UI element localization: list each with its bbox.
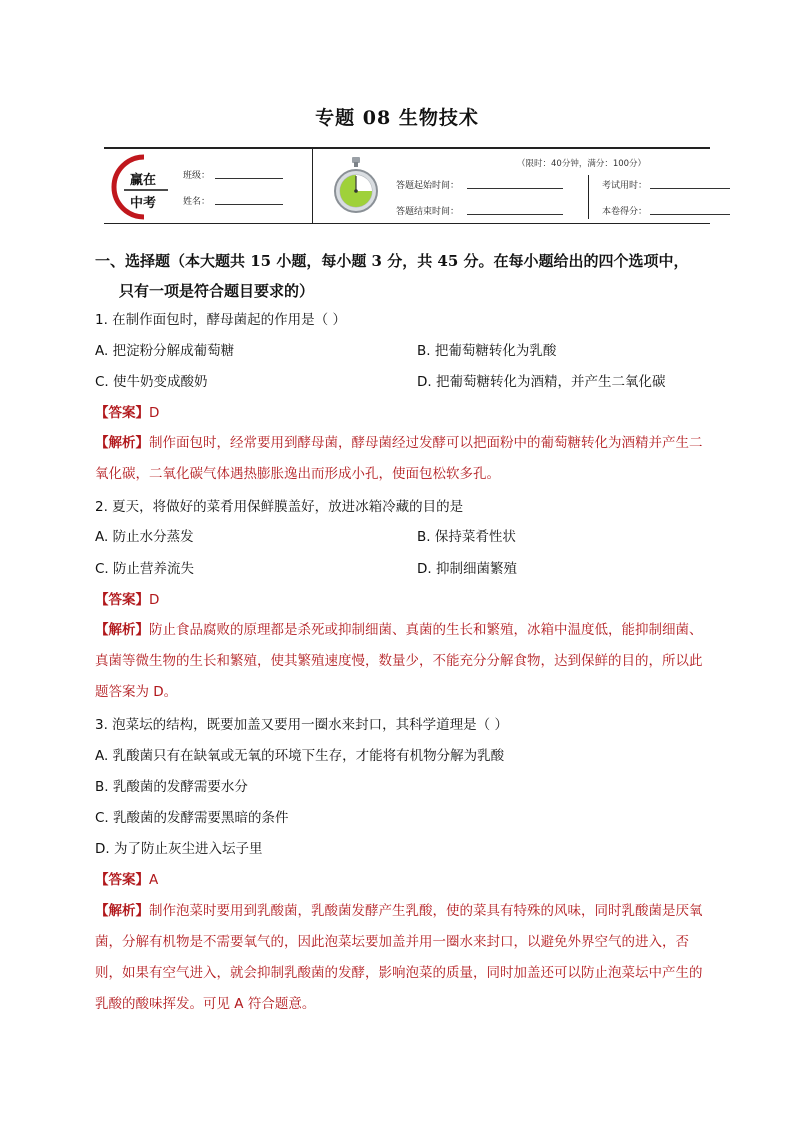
logo-text-top: 赢在 <box>130 173 157 188</box>
score-label: 本卷得分： <box>602 207 648 217</box>
page-title: 专题 08 生物技术 <box>315 107 479 129</box>
header-top-rule <box>104 147 710 149</box>
q3-option-d: D. 为了防止灰尘进入坛子里 <box>95 841 263 857</box>
q2-option-c: C. 防止营养流失 <box>95 561 195 577</box>
answer-value: D <box>149 592 160 608</box>
answer-value: D <box>149 405 160 421</box>
header-bottom-rule <box>104 223 710 224</box>
stopwatch-icon <box>333 157 379 215</box>
time-used-label: 考试用时： <box>602 181 648 191</box>
answer-value: A <box>149 872 159 888</box>
class-label: 班级： <box>183 171 211 181</box>
exam-header-banner <box>104 147 710 225</box>
q3-option-a: A. 乳酸菌只有在缺氧或无氧的环境下生存，才能将有机物分解为乳酸 <box>95 748 505 764</box>
section-heading <box>95 246 715 306</box>
q3-option-b: B. 乳酸菌的发酵需要水分 <box>95 779 248 795</box>
name-field <box>215 204 283 205</box>
q2-option-d: D. 抑制细菌繁殖 <box>417 561 517 577</box>
q1-option-b: B. 把葡萄糖转化为乳酸 <box>417 343 557 359</box>
explanation-text: 防止食品腐败的原理都是杀死或抑制细菌、真菌的生长和繁殖，冰箱中温度低，能抑制细菌、真菌等微生物的生长和繁殖，使其繁殖速度慢，数量少，不能充分分解食物，达到保鲜的目的，所以此题答案为 D。 <box>95 622 703 700</box>
explanation-tag: 【解析】 <box>95 903 149 919</box>
q1-answer <box>95 403 159 423</box>
section-heading-line2: 只有一项是符合题目要求的） <box>119 282 315 300</box>
q1-stem: 1. 在制作面包时，酵母菌起的作用是（ ） <box>95 312 346 328</box>
q2-option-a: A. 防止水分蒸发 <box>95 529 194 545</box>
end-time-field <box>467 214 563 215</box>
q1-option-c: C. 使牛奶变成酸奶 <box>95 374 208 390</box>
class-field <box>215 178 283 179</box>
time-limit-note: （限时：40分钟，满分：100分） <box>517 159 647 169</box>
header-divider <box>312 149 313 223</box>
q2-option-b: B. 保持菜肴性状 <box>417 529 516 545</box>
start-time-label: 答题起始时间： <box>396 181 460 191</box>
q3-stem: 3. 泡菜坛的结构，既要加盖又要用一圈水来封口，其科学道理是（ ） <box>95 717 508 733</box>
zaizaizhongkao-logo <box>110 153 170 221</box>
answer-tag: 【答案】 <box>95 405 149 421</box>
time-used-field <box>650 188 730 189</box>
q1-option-d: D. 把葡萄糖转化为酒精，并产生二氧化碳 <box>417 374 666 390</box>
explanation-tag: 【解析】 <box>95 435 149 451</box>
q3-answer <box>95 870 158 890</box>
start-time-field <box>467 188 563 189</box>
q1-option-a: A. 把淀粉分解成葡萄糖 <box>95 343 235 359</box>
answer-tag: 【答案】 <box>95 872 149 888</box>
explanation-text: 制作泡菜时要用到乳酸菌，乳酸菌发酵产生乳酸，使的菜具有特殊的风味，同时乳酸菌是厌氧菌，分解有机物是不需要氧气的，因此泡菜坛要加盖并用一圈水来封口，以避免外界空气的进入，否则，如果有空气进入，就会抑制乳酸菌的发酵，影响泡菜的质量，同时加盖还可以防止泡菜坛中产生的乳酸的酸味挥发。可见 A 符合题意。 <box>95 903 703 1012</box>
q3-option-c: C. 乳酸菌的发酵需要黑暗的条件 <box>95 810 289 826</box>
score-field <box>650 214 730 215</box>
header-divider-2 <box>588 175 589 219</box>
explanation-tag: 【解析】 <box>95 622 149 638</box>
q3-explanation <box>95 896 705 1020</box>
q2-explanation <box>95 615 705 708</box>
q2-answer <box>95 590 159 610</box>
section-heading-line1: 一、选择题（本大题共 15 小题，每小题 3 分，共 45 分。在每小题给出的四个选项中， <box>95 252 689 270</box>
explanation-text: 制作面包时，经常要用到酵母菌，酵母菌经过发酵可以把面粉中的葡萄糖转化为酒精并产生二氧化碳，二氧化碳气体遇热膨胀逸出而形成小孔，使面包松软多孔。 <box>95 435 703 482</box>
q2-stem: 2. 夏天，将做好的菜肴用保鲜膜盖好，放进冰箱冷藏的目的是 <box>95 499 464 515</box>
q1-explanation <box>95 428 705 490</box>
logo-text-bottom: 中考 <box>130 196 157 211</box>
end-time-label: 答题结束时间： <box>396 207 460 217</box>
name-label: 姓名： <box>183 197 211 207</box>
answer-tag: 【答案】 <box>95 592 149 608</box>
